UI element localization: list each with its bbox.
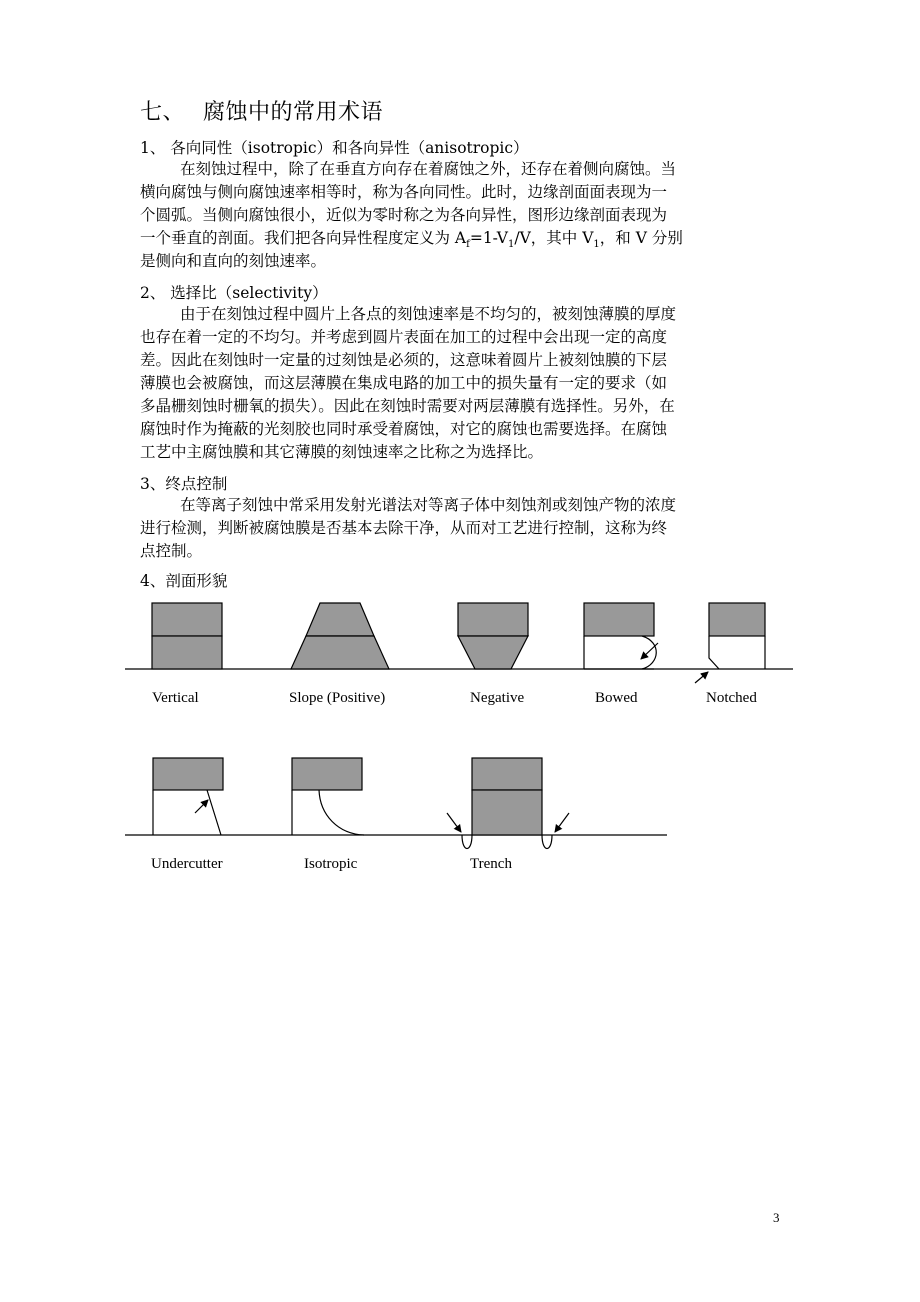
label-vertical: Vertical	[152, 690, 199, 706]
profile-slope-positive	[291, 603, 389, 669]
label-notched: Notched	[706, 690, 757, 706]
profile-bowed	[584, 603, 658, 669]
profile-vertical	[152, 603, 222, 669]
body-line: 多晶栅刻蚀时栅氧的损失）。因此在刻蚀时需要对两层薄膜有选择性。另外，在	[140, 397, 675, 415]
formula-sub-1: 1	[507, 239, 515, 251]
body-line: 差。因此在刻蚀时一定量的过刻蚀是必须的，这意味着圆片上被刻蚀膜的下层	[140, 351, 668, 369]
section-3-title: 3、终点控制	[140, 475, 228, 493]
formula-sub-f: f	[466, 239, 470, 251]
body-line: 点控制。	[140, 542, 203, 560]
heading-title: 腐蚀中的常用术语	[203, 100, 384, 125]
formula-rest: /V，其中 V	[514, 229, 594, 247]
profile-negative	[458, 603, 528, 669]
label-negative: Negative	[470, 690, 525, 706]
section-2-title: 2、 选择比（selectivity）	[140, 284, 328, 302]
body-line: 在刻蚀过程中，除了在垂直方向存在着腐蚀之外，还存在着侧向腐蚀。当	[180, 160, 677, 178]
heading-number: 七、	[140, 100, 186, 125]
section-4-title: 4、剖面形貌	[140, 572, 228, 590]
section-1-title: 1、 各向同性（isotropic）和各向异性（anisotropic）	[140, 139, 529, 157]
page-number: 3	[773, 1210, 780, 1225]
label-isotropic: Isotropic	[304, 856, 358, 872]
body-line: 由于在刻蚀过程中圆片上各点的刻蚀速率是不均匀的，被刻蚀薄膜的厚度	[180, 305, 677, 323]
profile-undercutter	[153, 758, 223, 835]
label-undercutter: Undercutter	[151, 856, 223, 872]
formula-sub-1b: 1	[593, 239, 600, 251]
body-line: 也存在着一定的不均匀。并考虑到圆片表面在加工的过程中会出现一定的高度	[140, 328, 668, 346]
label-slope-positive: Slope (Positive)	[289, 690, 386, 706]
body-line: 薄膜也会被腐蚀，而这层薄膜在集成电路的加工中的损失量有一定的要求（如	[140, 374, 668, 392]
formula-tail: ，和 V 分别	[599, 229, 683, 247]
body-line: 进行检测，判断被腐蚀膜是否基本去除干净，从而对工艺进行控制，这称为终	[140, 519, 668, 537]
body-line: 横向腐蚀与侧向腐蚀速率相等时，称为各向同性。此时，边缘剖面面表现为一	[140, 183, 668, 201]
label-trench: Trench	[470, 856, 512, 872]
profile-isotropic	[292, 758, 364, 835]
body-line: 腐蚀时作为掩蔽的光刻胶也同时承受着腐蚀，对它的腐蚀也需要选择。在腐蚀	[140, 420, 668, 438]
label-bowed: Bowed	[595, 690, 638, 706]
formula-eq: =1-V	[469, 229, 508, 247]
body-line: 工艺中主腐蚀膜和其它薄膜的刻蚀速率之比称之为选择比。	[140, 443, 544, 461]
profile-notched	[695, 603, 765, 683]
body-line: 一个垂直的剖面。我们把各向异性程度定义为 A	[140, 229, 467, 247]
body-line: 在等离子刻蚀中常采用发射光谱法对等离子体中刻蚀剂或刻蚀产物的浓度	[180, 496, 677, 514]
body-line: 个圆弧。当侧向腐蚀很小，近似为零时称之为各向异性，图形边缘剖面表现为	[140, 206, 668, 224]
body-line: 是侧向和直向的刻蚀速率。	[140, 252, 327, 270]
